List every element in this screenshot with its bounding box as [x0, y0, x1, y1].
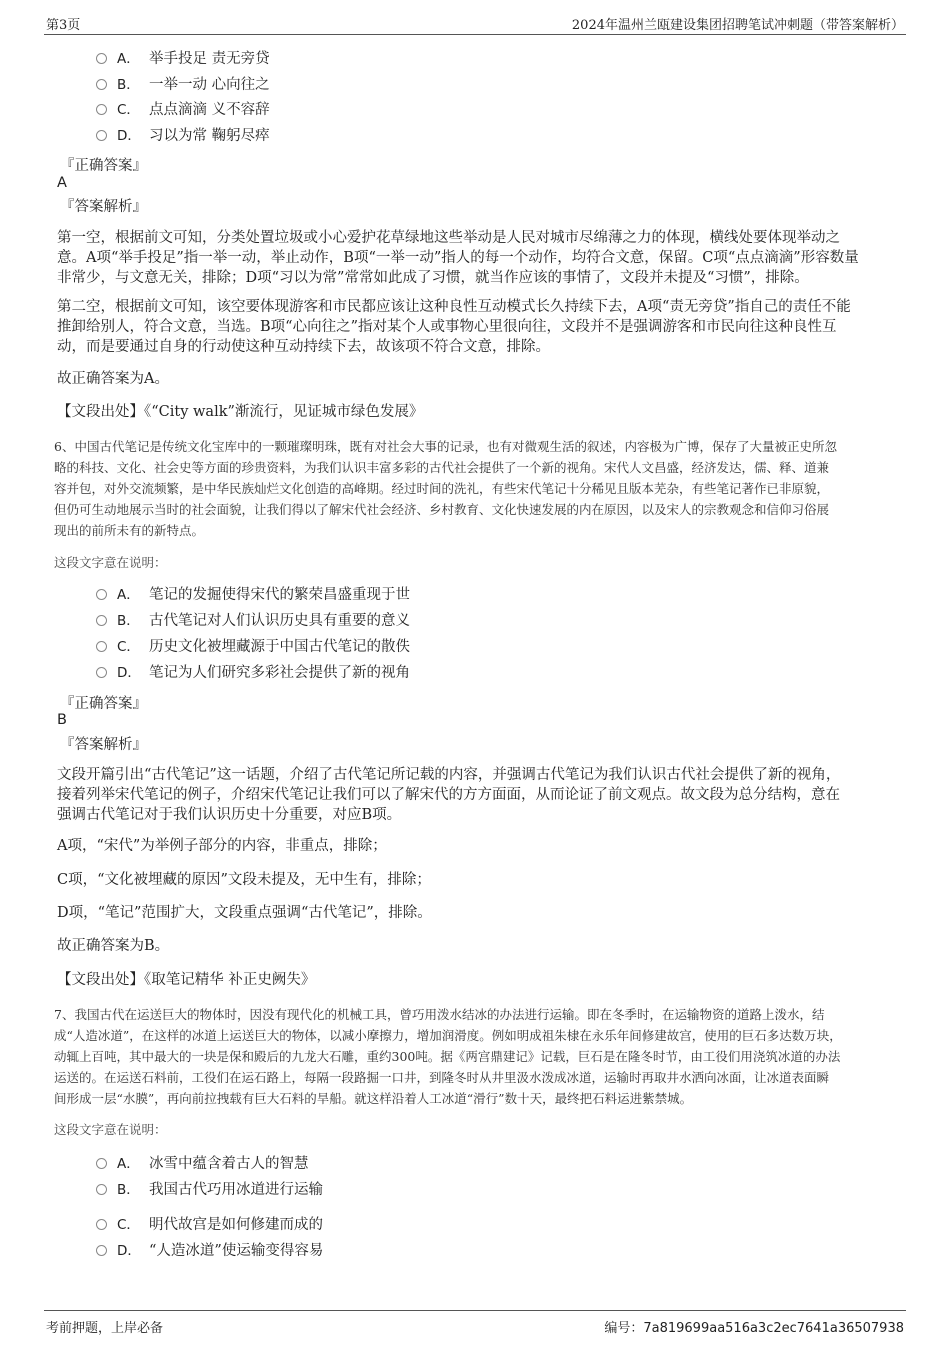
- answer-value: A: [57, 175, 67, 191]
- analysis-paragraph: 第二空，根据前文可知，该空要体现游客和市民都应该让这种良性互动模式长久持续下去，A项“责无旁贷”指自己的责任不能 推卸给别人，符合文意，当选。B项“心向往之”指对某个人或事物心里很向往，文段并不是强调游客和市民向往这种良性互 动，而是要通过自身的行动使这种互动持续下去，故该项不符合文意，排除。: [57, 299, 851, 355]
- option-b[interactable]: B． 古代笔记对人们认识历史具有重要的意义: [96, 610, 410, 632]
- analysis-label: 『答案解析』: [60, 737, 147, 753]
- conclusion: 故正确答案为B。: [57, 938, 170, 954]
- page-header: [44, 12, 906, 35]
- page-footer: [44, 1310, 906, 1337]
- radio-icon[interactable]: [96, 667, 107, 678]
- option-c[interactable]: C． 点点滴滴 义不容辞: [96, 99, 270, 121]
- answer-value: B: [57, 712, 67, 728]
- option-d[interactable]: D． 笔记为人们研究多彩社会提供了新的视角: [96, 662, 410, 684]
- option-b[interactable]: B． 我国古代巧用冰道进行运输: [96, 1179, 323, 1201]
- option-d[interactable]: D． 习以为常 鞠躬尽瘁: [96, 125, 270, 147]
- document-id: 编号：7a819699aa516a3c2ec7641a36507938: [604, 1321, 904, 1336]
- answer-label: 『正确答案』: [60, 158, 147, 174]
- option-a[interactable]: A． 举手投足 责无旁贷: [96, 48, 270, 70]
- answer-label: 『正确答案』: [60, 696, 147, 712]
- question-prompt: 这段文字意在说明：: [54, 555, 167, 570]
- analysis-paragraph: 第一空，根据前文可知，分类处置垃圾或小心爱护花草绿地这些举动是人民对城市尽绵薄之力的体现，横线处要体现举动之 意。A项“举手投足”指一举一动，举止动作，B项“一举一动”指人的每一个动作，均符合文意，保留。C项“点点滴滴”形容数量 非常少，与文意无关，排除；D项“习以为常”常常如此成了习惯，就当作应该的事情了，文段并未提及“习惯”，排除。: [57, 230, 859, 286]
- radio-icon[interactable]: [96, 589, 107, 600]
- option-c[interactable]: C． 明代故宫是如何修建而成的: [96, 1214, 323, 1236]
- source-citation: 【文段出处】《“City walk”渐流行，见证城市绿色发展》: [57, 404, 424, 420]
- question-stem: 7、我国古代在运送巨大的物体时，因没有现代化的机械工具，曾巧用泼水结冰的办法进行运输。即在冬季时，在运输物资的道路上泼水，结 成“人造冰道”，在这样的冰道上运送巨大的物体，以减小摩擦力，增加润滑度。例如明成祖朱棣在永乐年间修建故宫，使用的巨石多达数万块， 动辄上百吨，其中最大的一块是保和殿后的九龙大石雕，重约300吨。据《两宫鼎建记》记载，巨石是在隆冬时节，由工役们用浇筑冰道的办法 运送的。在运送石料前，工役们在运石路上，每隔一段路掘一口井，到隆冬时从井里汲水泼成冰道，运输时再取井水洒向冰面，让冰道表面瞬 间形成一层“水膜”，再向前拉拽载有巨大石料的旱船。就这样沿着人工冰道“滑行”数十天，最终把石料运进紫禁城。: [54, 1007, 842, 1106]
- document-title: 2024年温州兰瓯建设集团招聘笔试冲刺题（带答案解析）: [571, 18, 904, 33]
- radio-icon[interactable]: [96, 79, 107, 90]
- option-a[interactable]: A． 冰雪中蕴含着古人的智慧: [96, 1153, 309, 1175]
- radio-icon[interactable]: [96, 53, 107, 64]
- analysis-label: 『答案解析』: [60, 199, 147, 215]
- conclusion: 故正确答案为A。: [57, 371, 169, 387]
- source-citation: 【文段出处】《取笔记精华 补正史阙失》: [57, 972, 316, 988]
- radio-icon[interactable]: [96, 1184, 107, 1195]
- radio-icon[interactable]: [96, 1219, 107, 1230]
- option-d[interactable]: D． “人造冰道”使运输变得容易: [96, 1240, 323, 1262]
- option-c[interactable]: C． 历史文化被埋藏源于中国古代笔记的散佚: [96, 636, 410, 658]
- footer-slogan: 考前押题，上岸必备: [46, 1321, 164, 1336]
- analysis-item-c: C项，“文化被埋藏的原因”文段未提及，无中生有，排除；: [57, 872, 431, 888]
- question-prompt: 这段文字意在说明：: [54, 1122, 167, 1137]
- radio-icon[interactable]: [96, 1245, 107, 1256]
- analysis-item-a: A项，“宋代”为举例子部分的内容，非重点，排除；: [57, 838, 387, 854]
- radio-icon[interactable]: [96, 615, 107, 626]
- radio-icon[interactable]: [96, 104, 107, 115]
- radio-icon[interactable]: [96, 130, 107, 141]
- radio-icon[interactable]: [96, 641, 107, 652]
- radio-icon[interactable]: [96, 1158, 107, 1169]
- option-b[interactable]: B． 一举一动 心向往之: [96, 74, 270, 96]
- analysis-paragraph: 文段开篇引出“古代笔记”这一话题，介绍了古代笔记所记载的内容，并强调古代笔记为我们认识古代社会提供了新的视角， 接着列举宋代笔记的例子，介绍宋代笔记让我们可以了解宋代的方方面面，从而论证了前文观点。故文段为总分结构，意在 强调古代笔记对于我们认识历史十分重要，对应B项。: [57, 767, 841, 823]
- analysis-item-d: D项，“笔记”范围扩大，文段重点强调“古代笔记”，排除。: [57, 905, 432, 921]
- question-stem: 6、中国古代笔记是传统文化宝库中的一颗璀璨明珠，既有对社会大事的记录，也有对微观生活的叙述，内容极为广博，保存了大量被正史所忽 略的科技、文化、社会史等方面的珍贵资料，为我们认识丰富多彩的古代社会提供了一个新的视角。宋代人文昌盛，经济发达，儒、释、道兼 容并包，对外交流频繁，是中华民族灿烂文化创造的高峰期。经过时间的洗礼，有些宋代笔记十分稀见且版本芜杂，有些笔记著作已非原貌， 但仍可生动地展示当时的社会面貌，让我们得以了解宋代社会经济、乡村教育、文化快速发展的内在原因，以及宋人的宗教观念和信仰习俗展 现出的前所未有的新特点。: [54, 439, 837, 538]
- option-a[interactable]: A． 笔记的发掘使得宋代的繁荣昌盛重现于世: [96, 584, 410, 606]
- page-number: 第3页: [46, 18, 81, 33]
